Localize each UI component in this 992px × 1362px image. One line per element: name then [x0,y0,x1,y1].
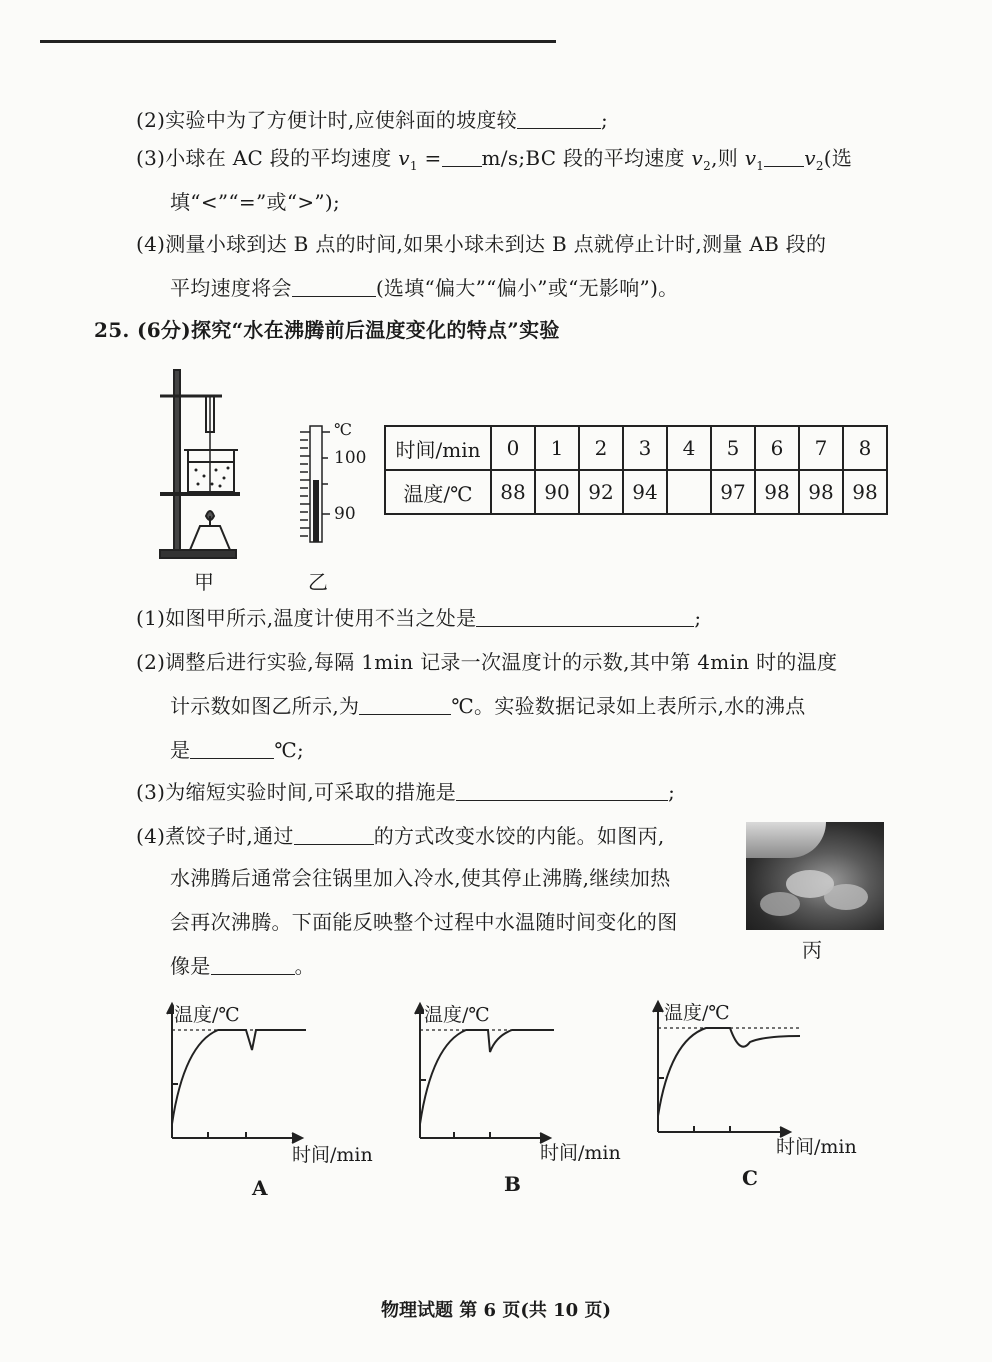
q25-part1 [136,604,701,632]
answer-blank[interactable] [190,738,274,759]
graph-a-letter[interactable]: A [252,1176,268,1200]
q25-part4-answer-label: 像是 [170,954,211,978]
graph-b-ylabel: 温度/℃ [424,1000,490,1027]
fig-yi-label: 乙 [308,570,328,594]
table-cell: 4 [667,426,711,470]
graph-c-xlabel: 时间/min [776,1136,857,1158]
q25-part1-text: (1)如图甲所示,温度计使用不当之处是 [136,606,477,630]
table-cell: 94 [623,470,667,514]
q24-part2 [136,106,608,134]
table-cell: 0 [491,426,535,470]
q25-part2-text-end: ℃。实验数据记录如上表所示,水的沸点 [451,694,806,718]
q25-part2-line3 [170,736,304,764]
v1-symbol: v [744,146,757,170]
thermometer-90-label: 90 [334,504,356,524]
q25-part2-boiling: 是 [170,738,191,762]
answer-blank[interactable] [476,606,694,627]
answer-blank[interactable] [442,146,482,167]
q24-part2-text: (2)实验中为了方便计时,应使斜面的坡度较 [136,108,517,132]
q24-part4-text: 平均速度将会 [170,276,292,300]
graph-c-letter[interactable]: C [742,1166,758,1190]
boiling-apparatus-figure [150,366,250,562]
q25-part2-line2 [170,692,806,720]
table-cell: 97 [711,470,755,514]
graph-b-xlabel: 时间/min [540,1142,621,1164]
alcohol-lamp [190,526,230,550]
v1-subscript: 1 [409,159,418,173]
q24-part2-end: ; [601,108,609,132]
answer-blank[interactable] [764,146,804,167]
q25-part2-unit: ℃; [274,738,305,762]
q25-part2-text: 计示数如图乙所示,为 [170,694,360,718]
temperature-data-table [384,425,888,515]
v1-symbol: v [398,146,410,170]
temp-header: 温度/℃ [385,470,491,514]
q25-part2-line1: (2)调整后进行实验,每隔 1min 记录一次温度计的示数,其中第 4min 时的温度 [136,650,838,674]
q24-part3-line2: 填“<”“=”或“>”); [170,190,341,214]
graph-b-letter[interactable]: B [504,1172,521,1196]
v2-symbol: v [804,146,816,170]
table-cell: 5 [711,426,755,470]
thermometer-100-label: 100 [334,448,367,468]
table-cell: 98 [755,470,799,514]
q24-part3-line1 [136,144,852,180]
answer-blank[interactable] [359,694,451,715]
table-cell: 3 [623,426,667,470]
answer-blank[interactable] [517,108,601,129]
q24-part4-line2 [170,274,678,302]
q24-part3-tail: (选 [823,146,853,170]
q24-part3-unit: m/s;BC 段的平均速度 [481,146,692,170]
graph-a-xlabel: 时间/min [292,1144,373,1166]
q25-part3-end: ; [668,780,676,804]
answer-blank[interactable] [292,276,376,297]
page-footer: 物理试题 第 6 页(共 10 页) [381,1300,611,1321]
q25-part3 [136,778,675,806]
table-cell: 98 [843,470,887,514]
q24-part3-text: (3)小球在 AC 段的平均速度 [136,146,399,170]
q25-part3-text: (3)为缩短实验时间,可采取的措施是 [136,780,457,804]
time-header: 时间/min [385,426,491,470]
thermometer-unit: ℃ [334,420,352,439]
answer-blank[interactable] [294,824,374,845]
stand-base [160,550,236,558]
q25-part4-line1 [136,822,665,850]
graph-a-ylabel: 温度/℃ [174,1000,240,1027]
answer-blank[interactable] [456,780,668,801]
answer-blank[interactable] [211,954,295,975]
table-cell: 92 [579,470,623,514]
table-cell-empty[interactable] [667,470,711,514]
header-rule [40,40,556,43]
v2-subscript: 2 [815,159,824,173]
v1-subscript: 1 [756,159,765,173]
table-cell: 90 [535,470,579,514]
table-cell: 2 [579,426,623,470]
table-cell: 1 [535,426,579,470]
thermometer-figure [296,422,368,546]
q25-title: 25. (6分)探究“水在沸腾前后温度变化的特点”实验 [94,318,560,342]
q25-part1-end: ; [694,606,702,630]
q25-part4-line2: 水沸腾后通常会往锅里加入冷水,使其停止沸腾,继续加热 [170,866,671,890]
v2-symbol: v [691,146,704,170]
equals-sign: = [417,146,442,170]
dumplings-photo [746,822,884,930]
q25-part4-line3: 会再次沸腾。下面能反映整个过程中水温随时间变化的图 [170,910,678,934]
stand-rod [174,370,180,554]
q24-part4-options: (选填“偏大”“偏小”或“无影响”)。 [375,276,679,300]
table-cell: 98 [799,470,843,514]
q25-part4-text: (4)煮饺子时,通过 [136,824,294,848]
table-row [385,470,887,514]
fig-bing-label: 丙 [802,938,822,962]
table-cell: 7 [799,426,843,470]
table-row [385,426,887,470]
graph-c-ylabel: 温度/℃ [664,998,730,1025]
fig-jia-label: 甲 [194,570,214,594]
mercury-column [313,480,319,542]
q25-part4-text-end: 的方式改变水饺的内能。如图丙, [373,824,665,848]
table-cell: 8 [843,426,887,470]
q24-part4-line1: (4)测量小球到达 B 点的时间,如果小球未到达 B 点就停止计时,测量 AB 段的 [136,232,827,256]
q25-part4-end: 。 [294,954,315,978]
v2-subscript: 2 [703,159,712,173]
table-cell: 6 [755,426,799,470]
table-cell: 88 [491,470,535,514]
q25-part4-line4 [170,952,315,980]
q24-part3-then: ,则 [711,146,745,170]
